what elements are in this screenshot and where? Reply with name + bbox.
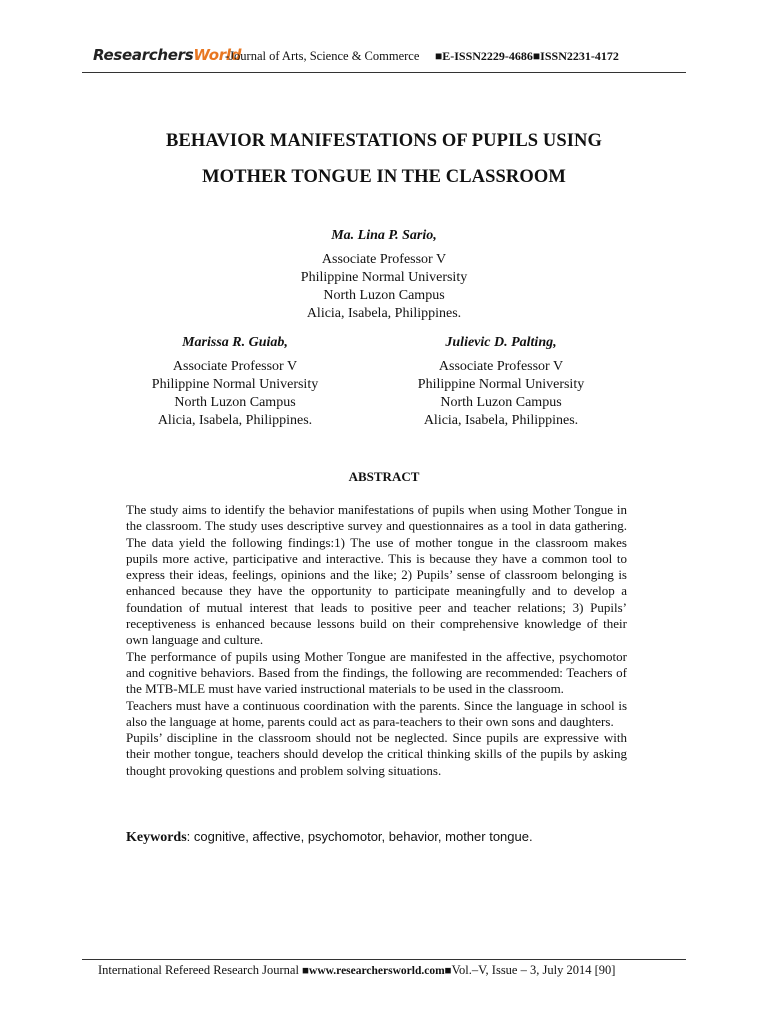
abstract-paragraph: Pupils’ discipline in the classroom should not be neglected. Since pupils are expressive with their mother tongue, teachers should develop the critical thinking skills of the pupils by asking thought provoking questions and problem solving situations. xyxy=(126,730,627,778)
author-affiliation: Associate Professor V Philippine Normal University North Luzon Campus Alicia, Isabela, Philippines. xyxy=(300,252,468,321)
footer-url: ■www.researchersworld.com■ xyxy=(302,965,452,977)
abstract-paragraph: The performance of pupils using Mother Tongue are manifested in the affective, psychomotor and cognitive behaviors. Based from the findings, the following are recommended: Teachers of the MTB-MLE must have varied instructional materials to be used in the classroom. xyxy=(126,648,627,697)
abstract-heading: ABSTRACT xyxy=(348,469,420,484)
journal-name: -Journal of Arts, Science & Commerce xyxy=(225,49,420,63)
header-rule xyxy=(82,72,686,73)
keywords xyxy=(126,829,626,846)
issn-text: ■E-ISSN2229-4686■ISSN2231-4172 xyxy=(435,49,619,63)
author-affiliation: Associate Professor V Philippine Normal University North Luzon Campus Alicia, Isabela, Philippines. xyxy=(417,359,585,428)
footer-rule xyxy=(82,959,686,960)
keywords-text: : cognitive, affective, psychomotor, behavior, mother tongue. xyxy=(186,829,533,844)
abstract-body xyxy=(126,502,627,779)
abstract-paragraph: The study aims to identify the behavior manifestations of pupils when using Mother Tongue in the classroom. The study uses descriptive survey and questionnaires as a tool in data gathering. The data yield the following findings:1) The use of mother tongue in the classroom makes pupils more active, participative and interactive. This is because they have a common tool to express their ideas, feelings, opinions and the like; 2) Pupils’ sense of classroom belonging is enhanced because they have the opportunity to participate meaningfully and to develop a foundation of mutual interest that leads to positive peer and teacher relations; 3) Pupils’ receptiveness is enhanced because lessons build on their comprehensive knowledge of their own language and culture. xyxy=(126,502,627,648)
paper-title-line-2: MOTHER TONGUE IN THE CLASSROOM xyxy=(202,167,566,187)
keywords-label: Keywords xyxy=(126,830,187,845)
author-name: Marissa R. Guiab, xyxy=(182,335,288,350)
paper-title-line-1: BEHAVIOR MANIFESTATIONS OF PUPILS USING xyxy=(166,131,602,151)
author-name: Ma. Lina P. Sario, xyxy=(331,228,437,243)
running-footer: International Refereed Research Journal ■www.researchersworld.com■Vol.–V, Issue – 3, July 2014 [90] xyxy=(98,963,616,977)
journal-logo: ResearchersWorld xyxy=(93,46,242,64)
abstract-paragraph: Teachers must have a continuous coordination with the parents. Since the language in school is also the language at home, parents could act as para-teachers to their own sons and daughters. xyxy=(126,697,627,729)
running-header xyxy=(90,44,680,70)
author-affiliation: Associate Professor V Philippine Normal University North Luzon Campus Alicia, Isabela, Philippines. xyxy=(151,359,319,428)
author-name: Julievic D. Palting, xyxy=(445,335,557,350)
